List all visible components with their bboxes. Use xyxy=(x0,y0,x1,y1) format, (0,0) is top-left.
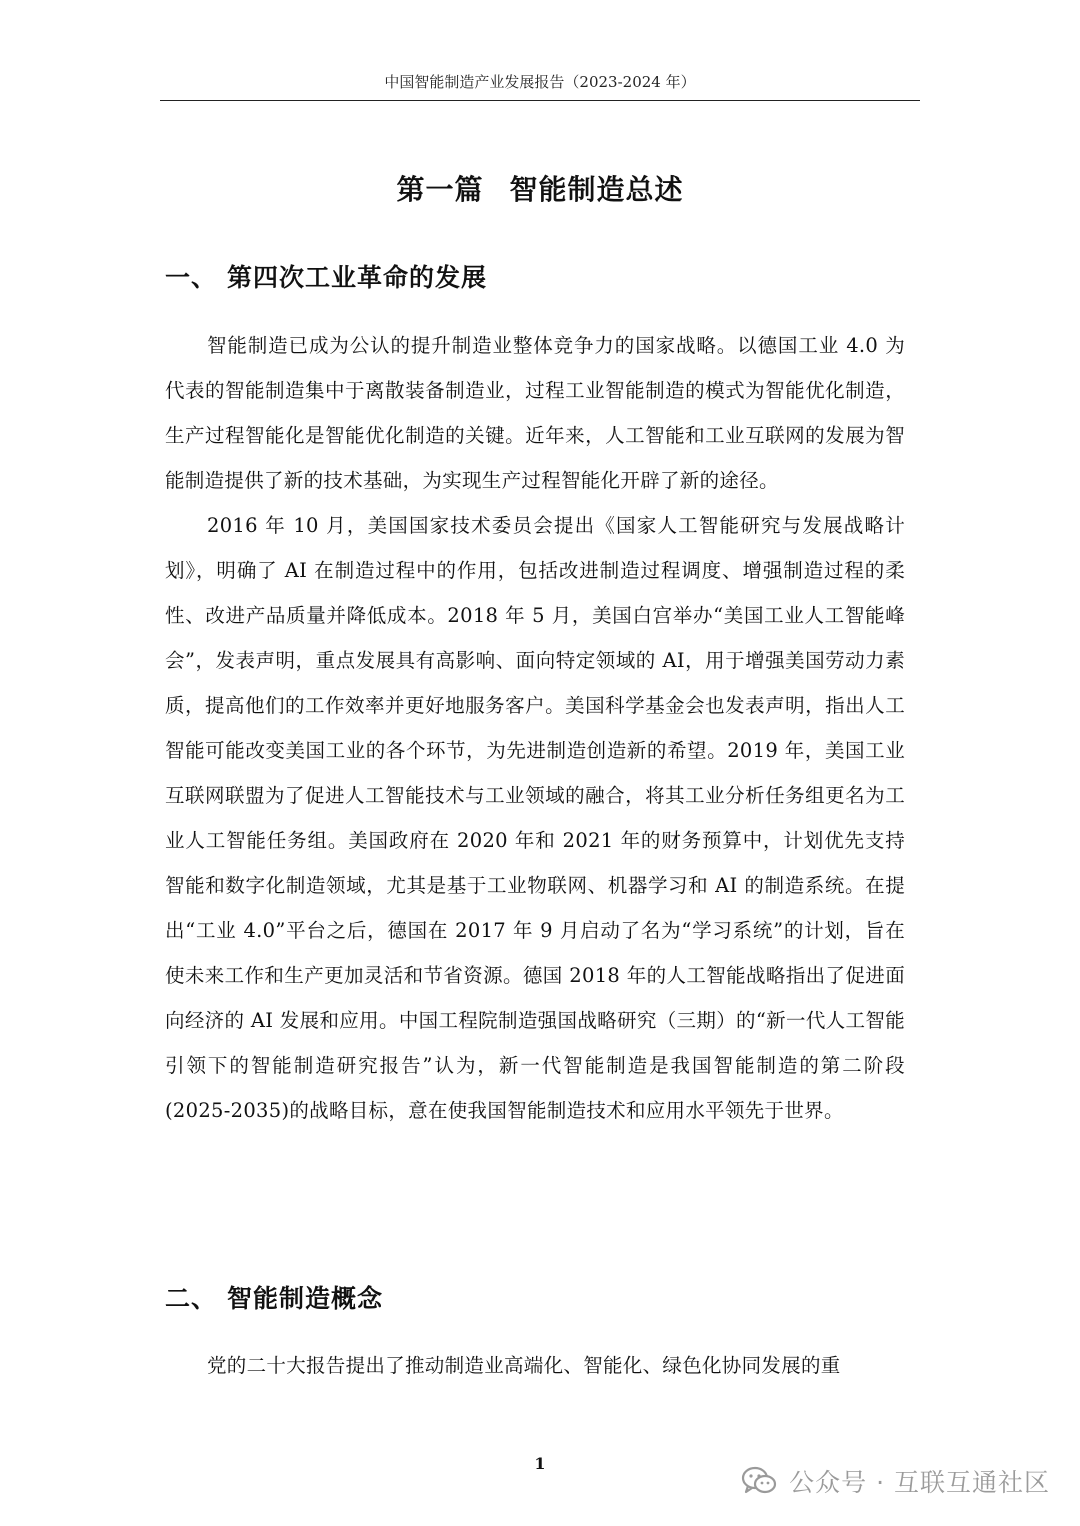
header-rule xyxy=(160,100,920,101)
paragraph: 智能制造已成为公认的提升制造业整体竞争力的国家战略。以德国工业 4.0 为代表的智能制造集中于离散装备制造业，过程工业智能制造的模式为智能优化制造，生产过程智能化是智能优化制造的关键。近年来，人工智能和工业互联网的发展为智能制造提供了新的技术基础，为实现生产过程智能化开辟了新的途径。 xyxy=(165,334,905,492)
wechat-icon xyxy=(741,1465,777,1497)
part-title xyxy=(160,166,920,214)
part-label: 第一篇 xyxy=(396,173,484,206)
running-header: 中国智能制造产业发展报告（2023-2024 年） xyxy=(384,73,696,91)
section-number: 一、 xyxy=(165,263,218,292)
section-title: 第四次工业革命的发展 xyxy=(227,263,488,292)
watermark xyxy=(741,1458,1050,1504)
part-title-text: 智能制造总述 xyxy=(509,173,684,206)
section-heading-1 xyxy=(165,258,925,298)
section-title: 智能制造概念 xyxy=(227,1284,384,1313)
section-number: 二、 xyxy=(165,1284,218,1313)
paragraph: 党的二十大报告提出了推动制造业高端化、智能化、绿色化协同发展的重 xyxy=(207,1354,841,1377)
section-heading-2 xyxy=(165,1279,925,1319)
page-number: 1 xyxy=(534,1454,546,1473)
watermark-text: 公众号 · 互联互通社区 xyxy=(789,1468,1050,1497)
section-2-body xyxy=(165,1343,905,1388)
section-1-body xyxy=(165,323,905,1133)
paragraph: 2016 年 10 月，美国国家技术委员会提出《国家人工智能研究与发展战略计划》，明确了 AI 在制造过程中的作用，包括改进制造过程调度、增强制造过程的柔性、改进产品质量并降低成本。2018 年 5 月，美国白宫举办“美国工业人工智能峰会”，发表声明，重点发展具有高影响、面向特定领域的 AI，用于增强美国劳动力素质，提高他们的工作效率并更好地服务客户。美国科学基金会也发表声明，指出人工智能可能改变美国工业的各个环节，为先进制造创造新的希望。2019 年，美国工业互联网联盟为了促进人工智能技术与工业领域的融合，将其工业分析任务组更名为工业人工智能任务组。美国政府在 2020 年和 2021 年的财务预算中，计划优先支持智能和数字化制造领域，尤其是基于工业物联网、机器学习和 AI 的制造系统。在提出“工业 4.0”平台之后，德国在 2017 年 9 月启动了名为“学习系统”的计划，旨在使未来工作和生产更加灵活和节省资源。德国 2018 年的人工智能战略指出了促进面向经济的 AI 发展和应用。中国工程院制造强国战略研究（三期）的“新一代人工智能引领下的智能制造研究报告”认为，新一代智能制造是我国智能制造的第二阶段(2025-2035)的战略目标，意在使我国智能制造技术和应用水平领先于世界。 xyxy=(165,514,905,1122)
